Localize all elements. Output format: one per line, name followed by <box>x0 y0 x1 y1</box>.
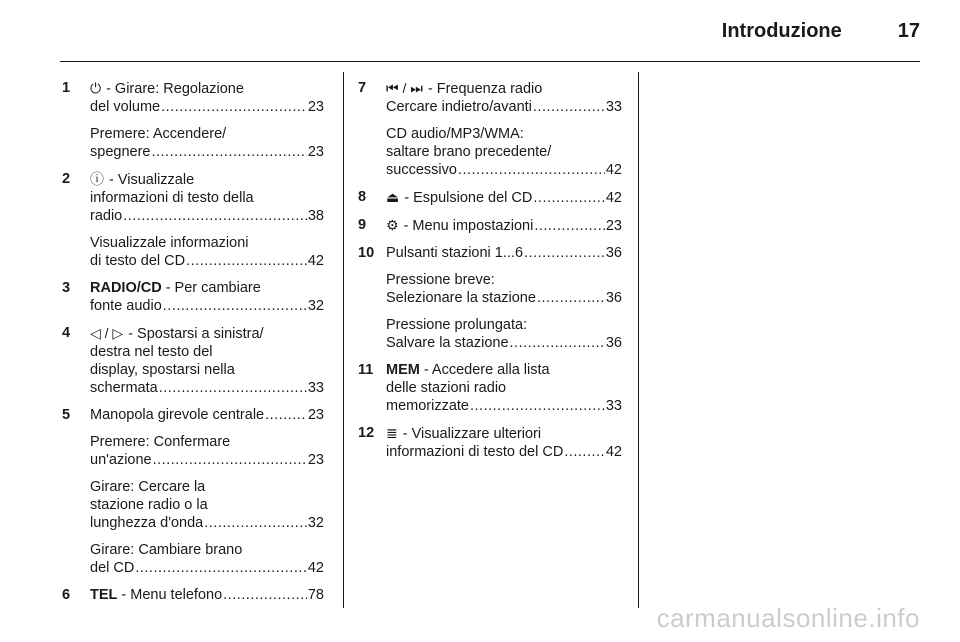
entry-text: Visualizzale informazioni <box>90 235 249 251</box>
entry-text: - Accedere alla lista <box>423 362 550 378</box>
entry-text-last <box>386 216 533 235</box>
settings-menu-icon: ⚙ <box>386 217 399 233</box>
entry-leader-row <box>90 207 324 225</box>
entry-text: memorizzate <box>386 398 469 414</box>
entry-paragraph <box>386 216 622 235</box>
index-entry-8 <box>358 188 622 207</box>
entry-text: CD audio/MP3/WMA: <box>386 126 524 142</box>
entry-text-line <box>90 343 324 361</box>
page-reference: 33 <box>605 99 622 115</box>
entry-text: display, spostarsi nella <box>90 362 235 378</box>
entry-text-last <box>90 586 222 604</box>
entry-number: 6 <box>62 587 71 603</box>
page-reference: 32 <box>307 515 324 531</box>
index-entry-10 <box>358 244 622 352</box>
entry-paragraph <box>90 478 324 532</box>
entry-body <box>90 170 324 270</box>
entry-text-line <box>386 424 622 443</box>
page-reference: 42 <box>307 253 324 269</box>
entry-text: Manopola girevole centrale <box>90 407 265 423</box>
entry-text: - Menu impostazioni <box>403 218 534 234</box>
entry-text: - Visualizzare ulteriori <box>402 426 542 442</box>
entry-text: Premere: Confermare <box>90 434 231 450</box>
entry-text-line <box>90 234 324 252</box>
entry-text: informazioni di testo della <box>90 190 254 206</box>
entry-text-line <box>90 79 324 98</box>
entry-text-line <box>90 496 324 514</box>
entry-text: Pressione prolungata: <box>386 317 528 333</box>
entry-text-line <box>90 361 324 379</box>
entry-leader-row <box>90 143 324 161</box>
button-label: MEM <box>386 362 420 378</box>
entry-paragraph <box>386 316 622 352</box>
entry-text-line <box>386 125 622 143</box>
entry-number: 11 <box>358 362 374 378</box>
entry-text-line <box>90 433 324 451</box>
page-reference: 42 <box>307 560 324 576</box>
page-reference: 42 <box>605 190 622 206</box>
entry-text-last <box>386 334 509 352</box>
entry-paragraph <box>90 170 324 225</box>
dot-leader <box>510 334 605 352</box>
entry-text-last <box>90 559 134 577</box>
entry-text: successivo <box>386 162 457 178</box>
entry-text-last <box>90 252 185 270</box>
entry-text-line <box>90 170 324 189</box>
entry-text-line <box>386 79 622 98</box>
index-column-1 <box>62 79 324 613</box>
entry-text: saltare brano precedente/ <box>386 144 552 160</box>
dot-leader <box>123 207 307 225</box>
entry-text-last <box>386 397 469 415</box>
entry-number: 12 <box>358 425 375 441</box>
entry-body <box>386 424 622 461</box>
button-label: TEL <box>90 587 118 603</box>
entry-text-line <box>90 125 324 143</box>
entry-leader-row <box>386 244 622 262</box>
entry-text-last <box>386 98 532 116</box>
eject-icon: ⏏ <box>386 189 400 205</box>
entry-paragraph <box>386 244 622 262</box>
entry-text: lunghezza d'onda <box>90 515 204 531</box>
entry-text: fonte audio <box>90 298 162 314</box>
entry-text-line <box>386 361 622 379</box>
entry-paragraph <box>90 79 324 116</box>
entry-paragraph <box>386 271 622 307</box>
button-label: RADIO/CD <box>90 280 162 296</box>
more-info-icon: ≣ <box>386 425 398 441</box>
entry-text-last <box>90 451 152 469</box>
page-header <box>722 20 920 43</box>
entry-leader-row <box>386 334 622 352</box>
entry-paragraph <box>90 279 324 315</box>
entry-text: Premere: Accendere/ <box>90 126 227 142</box>
dot-leader <box>153 451 307 469</box>
page-reference: 33 <box>307 380 324 396</box>
info-text-icon: ⓘ <box>90 171 104 187</box>
entry-text: - Menu telefono <box>121 587 223 603</box>
entry-leader-row <box>90 406 324 424</box>
entry-text: del volume <box>90 99 161 115</box>
entry-text-last <box>90 98 160 116</box>
entry-text-line <box>386 143 622 161</box>
index-entry-2 <box>62 170 324 270</box>
entry-text-last <box>386 443 563 461</box>
power-icon: ⏻ <box>90 80 102 96</box>
entry-text: Selezionare la stazione <box>386 290 536 306</box>
entry-paragraph <box>386 361 622 415</box>
dot-leader <box>524 244 605 262</box>
entry-text: spegnere <box>90 144 151 160</box>
entry-number: 7 <box>358 80 367 96</box>
entry-number: 9 <box>358 217 367 233</box>
entry-text-last <box>386 244 523 262</box>
dot-leader <box>534 217 605 235</box>
entry-leader-row <box>386 188 622 207</box>
dot-leader <box>470 397 605 415</box>
dot-leader <box>204 514 307 532</box>
index-entry-6 <box>62 586 324 604</box>
page-reference: 23 <box>605 218 622 234</box>
entry-paragraph <box>90 324 324 397</box>
page-reference: 42 <box>605 162 622 178</box>
entry-text-line <box>386 271 622 289</box>
entry-paragraph <box>90 234 324 270</box>
entry-text: un'azione <box>90 452 152 468</box>
entry-number: 10 <box>358 245 375 261</box>
entry-body <box>386 216 622 235</box>
entry-leader-row <box>90 586 324 604</box>
watermark: carmanualsonline.info <box>656 603 920 633</box>
entry-paragraph <box>90 586 324 604</box>
index-entry-7 <box>358 79 622 179</box>
header-rule <box>60 61 920 62</box>
index-entry-3 <box>62 279 324 315</box>
dot-leader <box>163 297 307 315</box>
entry-leader-row <box>386 216 622 235</box>
page-reference: 42 <box>605 444 622 460</box>
page-reference: 36 <box>605 290 622 306</box>
entry-text-line <box>90 279 324 297</box>
entry-paragraph <box>90 433 324 469</box>
entry-body <box>386 79 622 179</box>
index-entry-12 <box>358 424 622 461</box>
entry-text: schermata <box>90 380 158 396</box>
dot-leader <box>564 443 605 461</box>
entry-number: 3 <box>62 280 71 296</box>
entry-leader-row <box>386 161 622 179</box>
page-reference: 23 <box>307 99 324 115</box>
entry-text: del CD <box>90 560 135 576</box>
entry-text: stazione radio o la <box>90 497 208 513</box>
dot-leader <box>533 98 605 116</box>
entry-paragraph <box>386 188 622 207</box>
dot-leader <box>159 379 307 397</box>
entry-text: - Visualizzale <box>109 172 195 188</box>
entry-number: 8 <box>358 189 367 205</box>
entry-paragraph <box>386 125 622 179</box>
dot-leader <box>265 406 307 424</box>
page-reference: 78 <box>307 587 324 603</box>
entry-text-last <box>386 289 536 307</box>
page-reference: 38 <box>307 208 324 224</box>
entry-text: informazioni di testo del CD <box>386 444 564 460</box>
entry-leader-row <box>90 514 324 532</box>
entry-number: 2 <box>62 171 71 187</box>
entry-text: Salvare la stazione <box>386 335 509 351</box>
entry-text: Pressione breve: <box>386 272 495 288</box>
entry-leader-row <box>386 397 622 415</box>
index-entry-1 <box>62 79 324 161</box>
index-entry-5 <box>62 406 324 577</box>
page-reference: 36 <box>605 335 622 351</box>
entry-body <box>90 279 324 315</box>
entry-text: delle stazioni radio <box>386 380 507 396</box>
entry-number: 4 <box>62 325 71 341</box>
entry-leader-row <box>386 98 622 116</box>
entry-body <box>90 79 324 161</box>
prev-next-icon: ⏮ / ⏭ <box>386 80 423 96</box>
entry-body <box>386 188 622 207</box>
entry-number: 5 <box>62 407 71 423</box>
entry-text-last <box>90 207 122 225</box>
entry-text: Pulsanti stazioni 1...6 <box>386 245 524 261</box>
page-reference: 23 <box>307 407 324 423</box>
index-entry-4 <box>62 324 324 397</box>
entry-text-last <box>90 406 264 424</box>
entry-text-last <box>90 514 203 532</box>
dot-leader <box>135 559 307 577</box>
entry-text: - Frequenza radio <box>427 81 543 97</box>
entry-text-line <box>90 324 324 343</box>
page-number: 17 <box>897 20 920 42</box>
entry-number: 1 <box>62 80 71 96</box>
entry-paragraph <box>90 406 324 424</box>
entry-text-line <box>386 379 622 397</box>
entry-leader-row <box>90 379 324 397</box>
entry-paragraph <box>90 541 324 577</box>
entry-text: - Spostarsi a sinistra/ <box>128 326 264 342</box>
entry-text-last <box>90 379 158 397</box>
entry-text: - Per cambiare <box>165 280 261 296</box>
entry-body <box>386 361 622 415</box>
entry-text-line <box>90 189 324 207</box>
entry-leader-row <box>90 297 324 315</box>
entry-text-line <box>386 316 622 334</box>
entry-body <box>90 586 324 604</box>
entry-leader-row <box>90 252 324 270</box>
page-reference: 32 <box>307 298 324 314</box>
page-reference: 23 <box>307 144 324 160</box>
entry-text: radio <box>90 208 123 224</box>
dot-leader <box>223 586 307 604</box>
index-entry-9 <box>358 216 622 235</box>
dot-leader <box>161 98 307 116</box>
entry-text: - Girare: Regolazione <box>106 81 244 97</box>
entry-text-last <box>386 161 457 179</box>
index-column-2 <box>358 79 622 470</box>
entry-text: Girare: Cercare la <box>90 479 206 495</box>
entry-text-last <box>386 188 532 207</box>
dot-leader <box>186 252 307 270</box>
entry-text-last <box>90 143 150 161</box>
entry-text: Girare: Cambiare brano <box>90 542 243 558</box>
entry-text-last <box>90 297 162 315</box>
entry-leader-row <box>90 559 324 577</box>
entry-text: Cercare indietro/avanti <box>386 99 532 115</box>
dot-leader <box>537 289 605 307</box>
entry-paragraph <box>386 79 622 116</box>
entry-paragraph <box>386 424 622 461</box>
entry-text: di testo del CD <box>90 253 186 269</box>
entry-body <box>386 244 622 352</box>
page-reference: 36 <box>605 245 622 261</box>
entry-text-line <box>90 478 324 496</box>
left-right-arrows-icon: ◁ / ▷ <box>90 325 124 341</box>
dot-leader <box>151 143 306 161</box>
entry-text-line <box>90 541 324 559</box>
entry-leader-row <box>386 289 622 307</box>
entry-body <box>90 406 324 577</box>
index-entry-11 <box>358 361 622 415</box>
entry-leader-row <box>386 443 622 461</box>
entry-text: destra nel testo del <box>90 344 213 360</box>
column-divider-2 <box>638 72 639 608</box>
dot-leader <box>533 189 604 207</box>
entry-paragraph <box>90 125 324 161</box>
entry-text: - Espulsione del CD <box>404 190 533 206</box>
dot-leader <box>458 161 605 179</box>
page-title: Introduzione <box>721 20 842 42</box>
entry-leader-row <box>90 98 324 116</box>
entry-body <box>90 324 324 397</box>
page-reference: 23 <box>307 452 324 468</box>
page-reference: 33 <box>605 398 622 414</box>
column-divider-1 <box>343 72 344 608</box>
entry-leader-row <box>90 451 324 469</box>
